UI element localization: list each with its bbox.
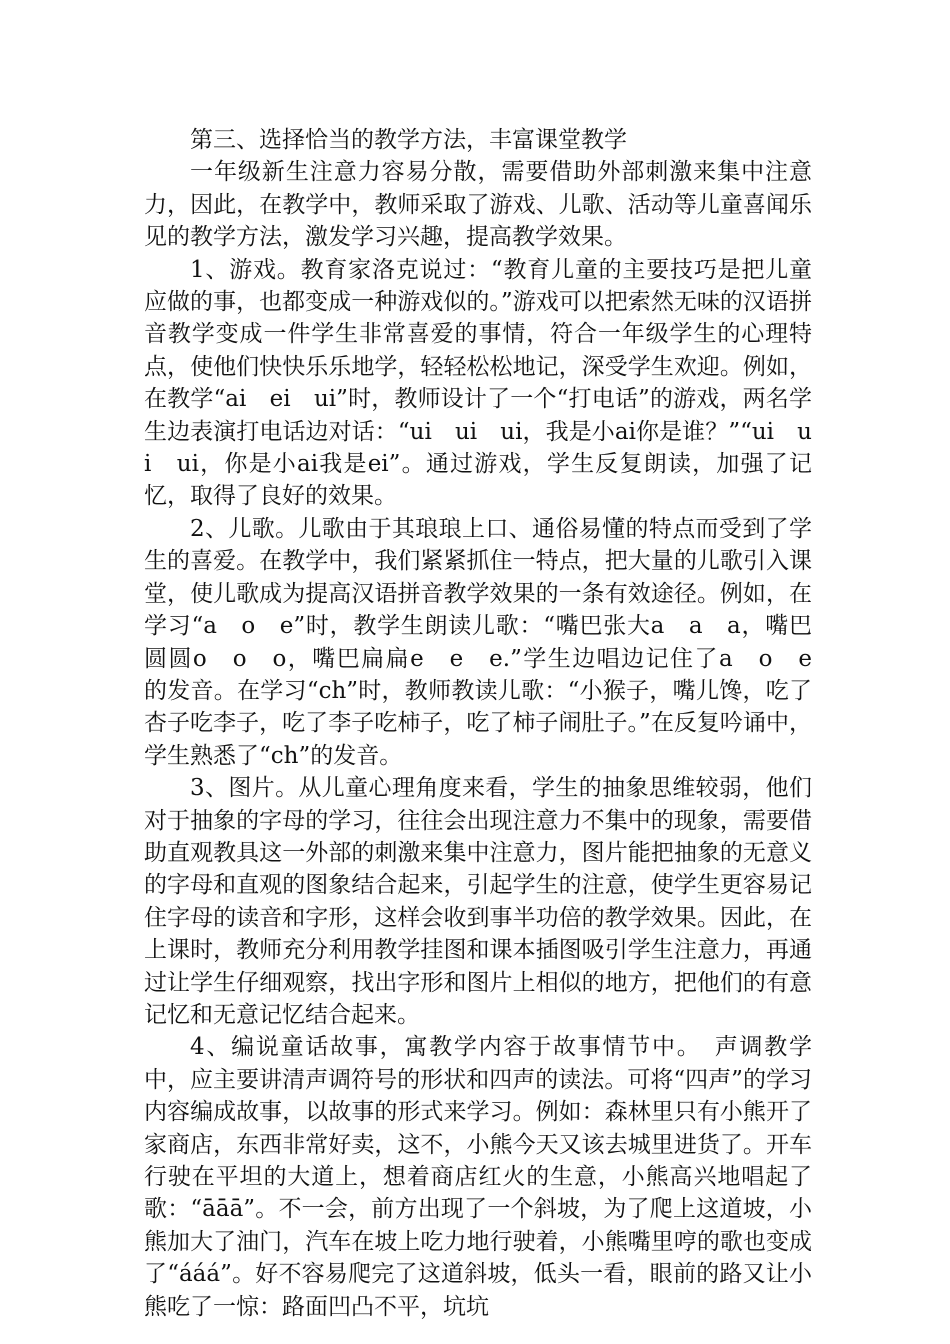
body-text <box>144 124 835 1323</box>
section-heading: 第三、选择恰当的教学方法，丰富课堂教学 <box>190 127 627 153</box>
paragraph-games: 1、游戏。教育家洛克说过：“教育儿童的主要技巧是把儿童应做的事，也都变成一种游戏似的。”游戏可以把索然无味的汉语拼音教学变成一件学生非常喜爱的事情，符合一年级学生的心理特点，使他们快快乐乐地学，轻轻松松地记，深受学生欢迎。例如，在教学“ai ei ui”时，教师设计了一个“打电话”的游戏，两名学生边表演打电话边对话：“ui ui ui，我是小ai你是谁？”“ui ui ui，你是小ai我是ei”。通过游戏，学生反复朗读，加强了记忆，取得了良好的效果。 <box>144 256 812 510</box>
paragraph-fairy-tales: 4、编说童话故事，寓教学内容于故事情节中。 声调教学中，应主要讲清声调符号的形状和四声的读法。可将“四声”的学习内容编成故事，以故事的形式来学习。例如：森林里只有小熊开了家商店，东西非常好卖，这不，小熊今天又该去城里进货了。开车行驶在平坦的大道上，想着商店红火的生意，小熊高兴地唱起了歌：“āāā”。不一会，前方出现了一个斜坡，为了爬上这道坡，小熊加大了油门，汽车在坡上吃力地行驶着，小熊嘴里哼的歌也变成了“ááá”。好不容易爬完了这道斜坡，低头一看，眼前的路又让小熊吃了一惊：路面凹凸不平，坑坑 <box>144 1034 812 1320</box>
paragraph-pictures: 3、图片。从儿童心理角度来看，学生的抽象思维较弱，他们对于抽象的字母的学习，往往会出现注意力不集中的现象，需要借助直观教具这一外部的刺激来集中注意力，图片能把抽象的无意义的字母和直观的图象结合起来，引起学生的注意，使学生更容易记住字母的读音和字形，这样会收到事半功倍的教学效果。因此，在上课时，教师充分利用教学挂图和课本插图吸引学生注意力，再通过让学生仔细观察，找出字形和图片上相似的地方，把他们的有意记忆和无意记忆结合起来。 <box>144 775 812 1028</box>
paragraph-intro: 一年级新生注意力容易分散，需要借助外部刺激来集中注意力，因此，在教学中，教师采取了游戏、儿歌、活动等儿童喜闻乐见的教学方法，激发学习兴趣，提高教学效果。 <box>144 159 812 251</box>
paragraph-nursery-rhymes: 2、儿歌。儿歌由于其琅琅上口、通俗易懂的特点而受到了学生的喜爱。在教学中，我们紧紧抓住一特点，把大量的儿歌引入课堂，使儿歌成为提高汉语拼音教学效果的一条有效途径。例如，在学习“a o e”时，教学生朗读儿歌：“嘴巴张大a a a，嘴巴圆圆o o o，嘴巴扁扁e e e.”学生边唱边记住了a o e 的发音。在学习“ch”时，教师教读儿歌：“小猴子，嘴儿馋，吃了杏子吃李子，吃了李子吃柿子，吃了柿子闹肚子。”在反复吟诵中，学生熟悉了“ch”的发音。 <box>144 515 835 769</box>
